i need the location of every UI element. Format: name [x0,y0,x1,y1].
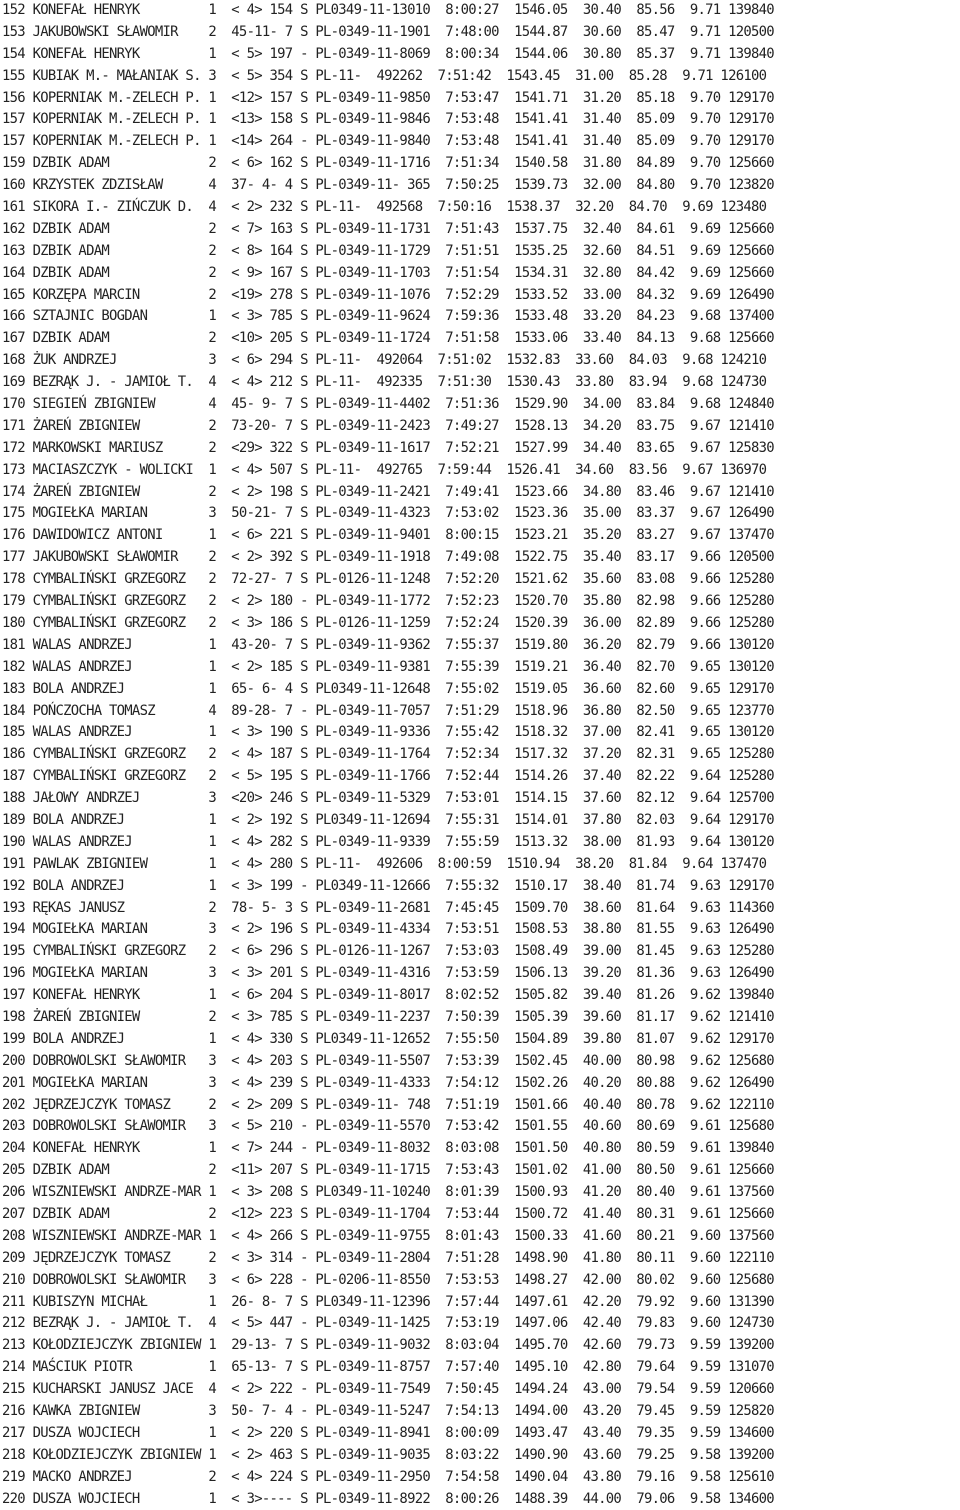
result-row: 159 DZBIK ADAM 2 < 6> 162 S PL-0349-11-1716 7:51:34 1540.58 31.80 84.89 9.70 125660 [2,155,774,172]
result-row: 167 DZBIK ADAM 2 <10> 205 S PL-0349-11-1724 7:51:58 1533.06 33.40 84.13 9.68 125660 [2,330,774,347]
result-row: 207 DZBIK ADAM 2 <12> 223 S PL-0349-11-1704 7:53:44 1500.72 41.40 80.31 9.61 125660 [2,1205,774,1222]
result-row: 161 SIKORA I.- ZIŃCZUK D. 4 < 2> 232 S PL-11- 492568 7:50:16 1538.37 32.20 84.70 9.69 123480 [2,199,767,216]
result-row: 196 MOGIEŁKA MARIAN 3 < 3> 201 S PL-0349-11-4316 7:53:59 1506.13 39.20 81.36 9.63 126490 [2,965,774,982]
result-row: 191 PAWLAK ZBIGNIEW 1 < 4> 280 S PL-11- 492606 8:00:59 1510.94 38.20 81.84 9.64 137470 [2,855,767,872]
result-row: 174 ŻAREŃ ZBIGNIEW 2 < 2> 198 S PL-0349-11-2421 7:49:41 1523.66 34.80 83.46 9.67 121410 [2,483,774,500]
result-row: 198 ŻAREŃ ZBIGNIEW 2 < 3> 785 S PL-0349-11-2237 7:50:39 1505.39 39.60 81.17 9.62 121410 [2,1008,774,1025]
result-row: 197 KONEFAŁ HENRYK 1 < 6> 204 S PL-0349-11-8017 8:02:52 1505.82 39.40 81.26 9.62 139840 [2,987,774,1004]
result-row: 175 MOGIEŁKA MARIAN 3 50-21- 7 S PL-0349-11-4323 7:53:02 1523.36 35.00 83.37 9.67 126490 [2,505,774,522]
result-row: 170 SIEGIEŃ ZBIGNIEW 4 45- 9- 7 S PL-0349-11-4402 7:51:36 1529.90 34.00 83.84 9.68 124840 [2,396,774,413]
result-row: 217 DUSZA WOJCIECH 1 < 2> 220 S PL-0349-11-8941 8:00:09 1493.47 43.40 79.35 9.59 134600 [2,1424,774,1441]
result-row: 165 KORZĘPA MARCIN 2 <19> 278 S PL-0349-11-1076 7:52:29 1533.52 33.00 84.32 9.69 126490 [2,286,774,303]
result-row: 156 KOPERNIAK M.-ZELECH P. 1 <12> 157 S PL-0349-11-9850 7:53:47 1541.71 31.20 85.18 9.70 129170 [2,89,774,106]
result-row: 157 KOPERNIAK M.-ZELECH P. 1 <14> 264 - PL-0349-11-9840 7:53:48 1541.41 31.40 85.09 9.70 129170 [2,133,774,150]
result-row: 182 WALAS ANDRZEJ 1 < 2> 185 S PL-0349-11-9381 7:55:39 1519.21 36.40 82.70 9.65 130120 [2,658,774,675]
result-row: 199 BOLA ANDRZEJ 1 < 4> 330 S PL0349-11-12652 7:55:50 1504.89 39.80 81.07 9.62 129170 [2,1030,774,1047]
result-row: 190 WALAS ANDRZEJ 1 < 4> 282 S PL-0349-11-9339 7:55:59 1513.32 38.00 81.93 9.64 130120 [2,833,774,850]
result-row: 208 WISZNIEWSKI ANDRZE-MAR 1 < 4> 266 S PL-0349-11-9755 8:01:43 1500.33 41.60 80.21 9.60 137560 [2,1227,774,1244]
result-row: 172 MARKOWSKI MARIUSZ 2 <29> 322 S PL-0349-11-1617 7:52:21 1527.99 34.40 83.65 9.67 125830 [2,439,774,456]
result-row: 220 DUSZA WOJCIECH 1 < 3>---- S PL-0349-11-8922 8:00:26 1488.39 44.00 79.06 9.58 134600 [2,1490,774,1507]
result-row: 193 RĘKAS JANUSZ 2 78- 5- 3 S PL-0349-11-2681 7:45:45 1509.70 38.60 81.64 9.63 114360 [2,899,774,916]
result-row: 192 BOLA ANDRZEJ 1 < 3> 199 - PL0349-11-12666 7:55:32 1510.17 38.40 81.74 9.63 129170 [2,877,774,894]
result-row: 215 KUCHARSKI JANUSZ JACE 4 < 2> 222 - PL-0349-11-7549 7:50:45 1494.24 43.00 79.54 9.59 120660 [2,1381,774,1398]
result-row: 178 CYMBALIŃSKI GRZEGORZ 2 72-27- 7 S PL-0126-11-1248 7:52:20 1521.62 35.60 83.08 9.66 125280 [2,571,774,588]
result-row: 157 KOPERNIAK M.-ZELECH P. 1 <13> 158 S PL-0349-11-9846 7:53:48 1541.41 31.40 85.09 9.70 129170 [2,111,774,128]
result-row: 180 CYMBALIŃSKI GRZEGORZ 2 < 3> 186 S PL-0126-11-1259 7:52:24 1520.39 36.00 82.89 9.66 125280 [2,614,774,631]
result-row: 181 WALAS ANDRZEJ 1 43-20- 7 S PL-0349-11-9362 7:55:37 1519.80 36.20 82.79 9.66 130120 [2,636,774,653]
result-row: 202 JĘDRZEJCZYK TOMASZ 2 < 2> 209 S PL-0349-11- 748 7:51:19 1501.66 40.40 80.78 9.62 122110 [2,1096,774,1113]
result-row: 186 CYMBALIŃSKI GRZEGORZ 2 < 4> 187 S PL-0349-11-1764 7:52:34 1517.32 37.20 82.31 9.65 125280 [2,746,774,763]
result-row: 163 DZBIK ADAM 2 < 8> 164 S PL-0349-11-1729 7:51:51 1535.25 32.60 84.51 9.69 125660 [2,242,774,259]
result-row: 214 MAŚCIUK PIOTR 1 65-13- 7 S PL-0349-11-8757 7:57:40 1495.10 42.80 79.64 9.59 131070 [2,1359,774,1376]
result-row: 204 KONEFAŁ HENRYK 1 < 7> 244 - PL-0349-11-8032 8:03:08 1501.50 40.80 80.59 9.61 139840 [2,1140,774,1157]
result-row: 194 MOGIEŁKA MARIAN 3 < 2> 196 S PL-0349-11-4334 7:53:51 1508.53 38.80 81.55 9.63 126490 [2,921,774,938]
result-row: 179 CYMBALIŃSKI GRZEGORZ 2 < 2> 180 - PL-0349-11-1772 7:52:23 1520.70 35.80 82.98 9.66 125280 [2,593,774,610]
result-row: 154 KONEFAŁ HENRYK 1 < 5> 197 - PL-0349-11-8069 8:00:34 1544.06 30.80 85.37 9.71 139840 [2,45,774,62]
result-row: 169 BEZRĄK J. - JAMIOŁ T. 4 < 4> 212 S PL-11- 492335 7:51:30 1530.43 33.80 83.94 9.68 124730 [2,374,767,391]
result-row: 189 BOLA ANDRZEJ 1 < 2> 192 S PL0349-11-12694 7:55:31 1514.01 37.80 82.03 9.64 129170 [2,811,774,828]
result-row: 216 KAWKA ZBIGNIEW 3 50- 7- 4 - PL-0349-11-5247 7:54:13 1494.00 43.20 79.45 9.59 125820 [2,1403,774,1419]
result-row: 200 DOBROWOLSKI SŁAWOMIR 3 < 4> 203 S PL-0349-11-5507 7:53:39 1502.45 40.00 80.98 9.62 125680 [2,1052,774,1069]
result-row: 209 JĘDRZEJCZYK TOMASZ 2 < 3> 314 - PL-0349-11-2804 7:51:28 1498.90 41.80 80.11 9.60 122110 [2,1249,774,1266]
result-row: 171 ŻAREŃ ZBIGNIEW 2 73-20- 7 S PL-0349-11-2423 7:49:27 1528.13 34.20 83.75 9.67 121410 [2,417,774,434]
result-row: 210 DOBROWOLSKI SŁAWOMIR 3 < 6> 228 - PL-0206-11-8550 7:53:53 1498.27 42.00 80.02 9.60 125680 [2,1271,774,1288]
result-row: 183 BOLA ANDRZEJ 1 65- 6- 4 S PL0349-11-12648 7:55:02 1519.05 36.60 82.60 9.65 129170 [2,680,774,697]
result-row: 218 KOŁODZIEJCZYK ZBIGNIEW 1 < 2> 463 S PL-0349-11-9035 8:03:22 1490.90 43.60 79.25 9.58 139200 [2,1446,774,1463]
result-row: 213 KOŁODZIEJCZYK ZBIGNIEW 1 29-13- 7 S PL-0349-11-9032 8:03:04 1495.70 42.60 79.73 9.59 139200 [2,1337,774,1354]
result-row: 188 JAŁOWY ANDRZEJ 3 <20> 246 S PL-0349-11-5329 7:53:01 1514.15 37.60 82.12 9.64 125700 [2,790,774,807]
result-row: 195 CYMBALIŃSKI GRZEGORZ 2 < 6> 296 S PL-0126-11-1267 7:53:03 1508.49 39.00 81.45 9.63 125280 [2,943,774,960]
result-row: 164 DZBIK ADAM 2 < 9> 167 S PL-0349-11-1703 7:51:54 1534.31 32.80 84.42 9.69 125660 [2,264,774,281]
result-row: 212 BEZRĄK J. - JAMIOŁ T. 4 < 5> 447 - PL-0349-11-1425 7:53:19 1497.06 42.40 79.83 9.60 124730 [2,1315,774,1332]
result-row: 211 KUBISZYN MICHAŁ 1 26- 8- 7 S PL0349-11-12396 7:57:44 1497.61 42.20 79.92 9.60 131390 [2,1293,774,1310]
result-row: 152 KONEFAŁ HENRYK 1 < 4> 154 S PL0349-11-13010 8:00:27 1546.05 30.40 85.56 9.71 139840 [2,2,774,18]
result-row: 162 DZBIK ADAM 2 < 7> 163 S PL-0349-11-1731 7:51:43 1537.75 32.40 84.61 9.69 125660 [2,220,774,237]
result-row: 166 SZTAJNIC BOGDAN 1 < 3> 785 S PL-0349-11-9624 7:59:36 1533.48 33.20 84.23 9.68 137400 [2,308,774,325]
result-row: 153 JAKUBOWSKI SŁAWOMIR 2 45-11- 7 S PL-0349-11-1901 7:48:00 1544.87 30.60 85.47 9.71 120500 [2,23,774,40]
result-row: 168 ŻUK ANDRZEJ 3 < 6> 294 S PL-11- 492064 7:51:02 1532.83 33.60 84.03 9.68 124210 [2,352,767,369]
result-row: 160 KRZYSTEK ZDZISŁAW 4 37- 4- 4 S PL-0349-11- 365 7:50:25 1539.73 32.00 84.80 9.70 123820 [2,177,774,194]
result-row: 205 DZBIK ADAM 2 <11> 207 S PL-0349-11-1715 7:53:43 1501.02 41.00 80.50 9.61 125660 [2,1162,774,1179]
result-row: 203 DOBROWOLSKI SŁAWOMIR 3 < 5> 210 - PL-0349-11-5570 7:53:42 1501.55 40.60 80.69 9.61 125680 [2,1118,774,1135]
result-row: 187 CYMBALIŃSKI GRZEGORZ 2 < 5> 195 S PL-0349-11-1766 7:52:44 1514.26 37.40 82.22 9.64 125280 [2,768,774,785]
result-row: 176 DAWIDOWICZ ANTONI 1 < 6> 221 S PL-0349-11-9401 8:00:15 1523.21 35.20 83.27 9.67 137470 [2,527,774,544]
result-row: 219 MACKO ANDRZEJ 2 < 4> 224 S PL-0349-11-2950 7:54:58 1490.04 43.80 79.16 9.58 125610 [2,1468,774,1485]
result-row: 155 KUBIAK M.- MAŁANIAK S. 3 < 5> 354 S PL-11- 492262 7:51:42 1543.45 31.00 85.28 9.71 126100 [2,67,767,84]
result-row: 185 WALAS ANDRZEJ 1 < 3> 190 S PL-0349-11-9336 7:55:42 1518.32 37.00 82.41 9.65 130120 [2,724,774,741]
result-row: 206 WISZNIEWSKI ANDRZE-MAR 1 < 3> 208 S PL0349-11-10240 8:01:39 1500.93 41.20 80.40 9.61 137560 [2,1184,774,1201]
result-row: 184 POŃCZOCHA TOMASZ 4 89-28- 7 - PL-0349-11-7057 7:51:29 1518.96 36.80 82.50 9.65 123770 [2,702,774,719]
result-row: 177 JAKUBOWSKI SŁAWOMIR 2 < 2> 392 S PL-0349-11-1918 7:49:08 1522.75 35.40 83.17 9.66 120500 [2,549,774,566]
result-row: 173 MACIASZCZYK - WOLICKI 1 < 4> 507 S PL-11- 492765 7:59:44 1526.41 34.60 83.56 9.67 136970 [2,461,767,478]
result-row: 201 MOGIEŁKA MARIAN 3 < 4> 239 S PL-0349-11-4333 7:54:12 1502.26 40.20 80.88 9.62 126490 [2,1074,774,1091]
